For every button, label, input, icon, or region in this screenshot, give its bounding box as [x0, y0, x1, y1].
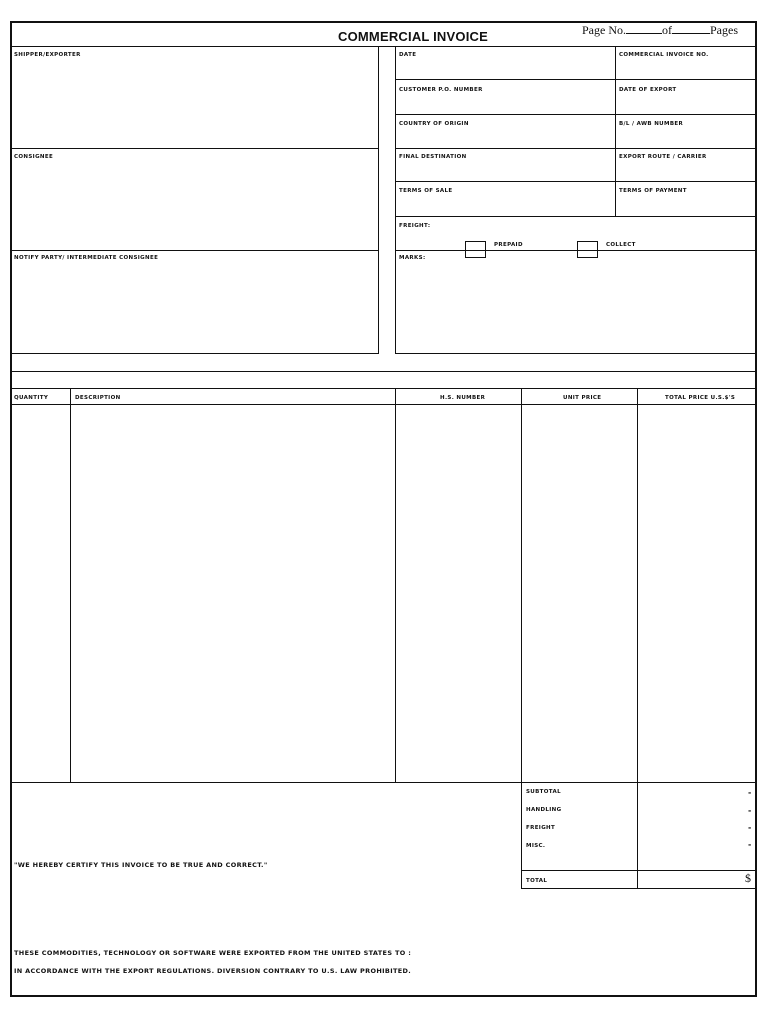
- consignee-label: CONSIGNEE: [14, 154, 54, 160]
- country-of-origin-label: COUNTRY OF ORIGIN: [399, 121, 469, 127]
- hs-number-column-field[interactable]: [397, 406, 520, 781]
- collect-checkbox[interactable]: [577, 241, 598, 258]
- total-value[interactable]: $: [745, 871, 751, 885]
- bl-awb-label: B/L / AWB NUMBER: [619, 121, 684, 127]
- items-table-bottom: [10, 782, 757, 783]
- page-no-label: Page No.: [582, 23, 626, 37]
- page-total-field[interactable]: [672, 24, 710, 34]
- total-label: TOTAL: [526, 878, 548, 884]
- po-number-label: CUSTOMER P.O. NUMBER: [399, 87, 483, 93]
- of-label: of: [662, 23, 672, 37]
- page-no-field[interactable]: [626, 24, 662, 34]
- notify-party-field[interactable]: [12, 266, 376, 352]
- invoice-no-label: COMMERCIAL INVOICE NO.: [619, 52, 709, 58]
- column-unit-price: UNIT PRICE: [563, 395, 602, 401]
- items-table-header-bottom: [10, 404, 757, 405]
- page-title: COMMERCIAL INVOICE: [338, 29, 488, 44]
- total-price-column-field[interactable]: [639, 406, 755, 781]
- certification-statement: "WE HEREBY CERTIFY THIS INVOICE TO BE TRUE AND CORRECT.": [14, 861, 268, 869]
- terms-of-sale-field[interactable]: [397, 198, 613, 215]
- consignee-field[interactable]: [12, 164, 376, 248]
- prepaid-checkbox[interactable]: [465, 241, 486, 258]
- date-of-export-field[interactable]: [617, 97, 755, 113]
- subtotal-value[interactable]: -: [748, 788, 752, 797]
- misc-value[interactable]: -: [748, 840, 752, 849]
- spacer-divider: [10, 371, 757, 372]
- date-field[interactable]: [397, 62, 613, 78]
- page-count: [582, 23, 738, 38]
- final-destination-label: FINAL DESTINATION: [399, 154, 467, 160]
- terms-of-payment-field[interactable]: [617, 198, 755, 215]
- column-quantity: QUANTITY: [14, 395, 49, 401]
- terms-of-payment-label: TERMS OF PAYMENT: [619, 188, 687, 194]
- marks-field[interactable]: [397, 266, 755, 352]
- country-of-origin-field[interactable]: [397, 131, 613, 147]
- notify-party-label: NOTIFY PARTY/ INTERMEDIATE CONSIGNEE: [14, 255, 159, 261]
- marks-label: MARKS:: [399, 255, 426, 261]
- export-route-field[interactable]: [617, 164, 755, 180]
- prepaid-label: PREPAID: [494, 242, 523, 248]
- freight-total-label: FREIGHT: [526, 825, 556, 831]
- po-number-field[interactable]: [397, 97, 613, 113]
- items-table-top: [10, 388, 757, 389]
- column-hs-number: H.S. NUMBER: [440, 395, 486, 401]
- export-statement-line1: THESE COMMODITIES, TECHNOLOGY OR SOFTWARE WERE EXPORTED FROM THE UNITED STATES TO :: [14, 949, 412, 957]
- final-destination-field[interactable]: [397, 164, 613, 180]
- bl-awb-field[interactable]: [617, 131, 755, 147]
- misc-label: MISC.: [526, 843, 546, 849]
- freight-value[interactable]: -: [748, 823, 752, 832]
- terms-of-sale-label: TERMS OF SALE: [399, 188, 453, 194]
- shipper-label: SHIPPER/EXPORTER: [14, 52, 81, 58]
- export-route-label: EXPORT ROUTE / CARRIER: [619, 154, 707, 160]
- unit-price-column-field[interactable]: [523, 406, 636, 781]
- description-column-field[interactable]: [72, 406, 394, 781]
- quantity-column-field[interactable]: [12, 406, 69, 781]
- column-description: DESCRIPTION: [75, 395, 121, 401]
- shipper-field[interactable]: [12, 62, 376, 146]
- collect-label: COLLECT: [606, 242, 636, 248]
- freight-label: FREIGHT:: [399, 223, 431, 229]
- date-label: DATE: [399, 52, 417, 58]
- pages-label: Pages: [710, 23, 738, 37]
- date-of-export-label: DATE OF EXPORT: [619, 87, 677, 93]
- export-statement-line2: IN ACCORDANCE WITH THE EXPORT REGULATIONS. DIVERSION CONTRARY TO U.S. LAW PROHIBITED.: [14, 967, 412, 975]
- handling-value[interactable]: -: [748, 806, 752, 815]
- subtotal-label: SUBTOTAL: [526, 789, 561, 795]
- column-total-price: TOTAL PRICE U.S.$'S: [665, 395, 736, 401]
- invoice-no-field[interactable]: [617, 62, 755, 78]
- handling-label: HANDLING: [526, 807, 562, 813]
